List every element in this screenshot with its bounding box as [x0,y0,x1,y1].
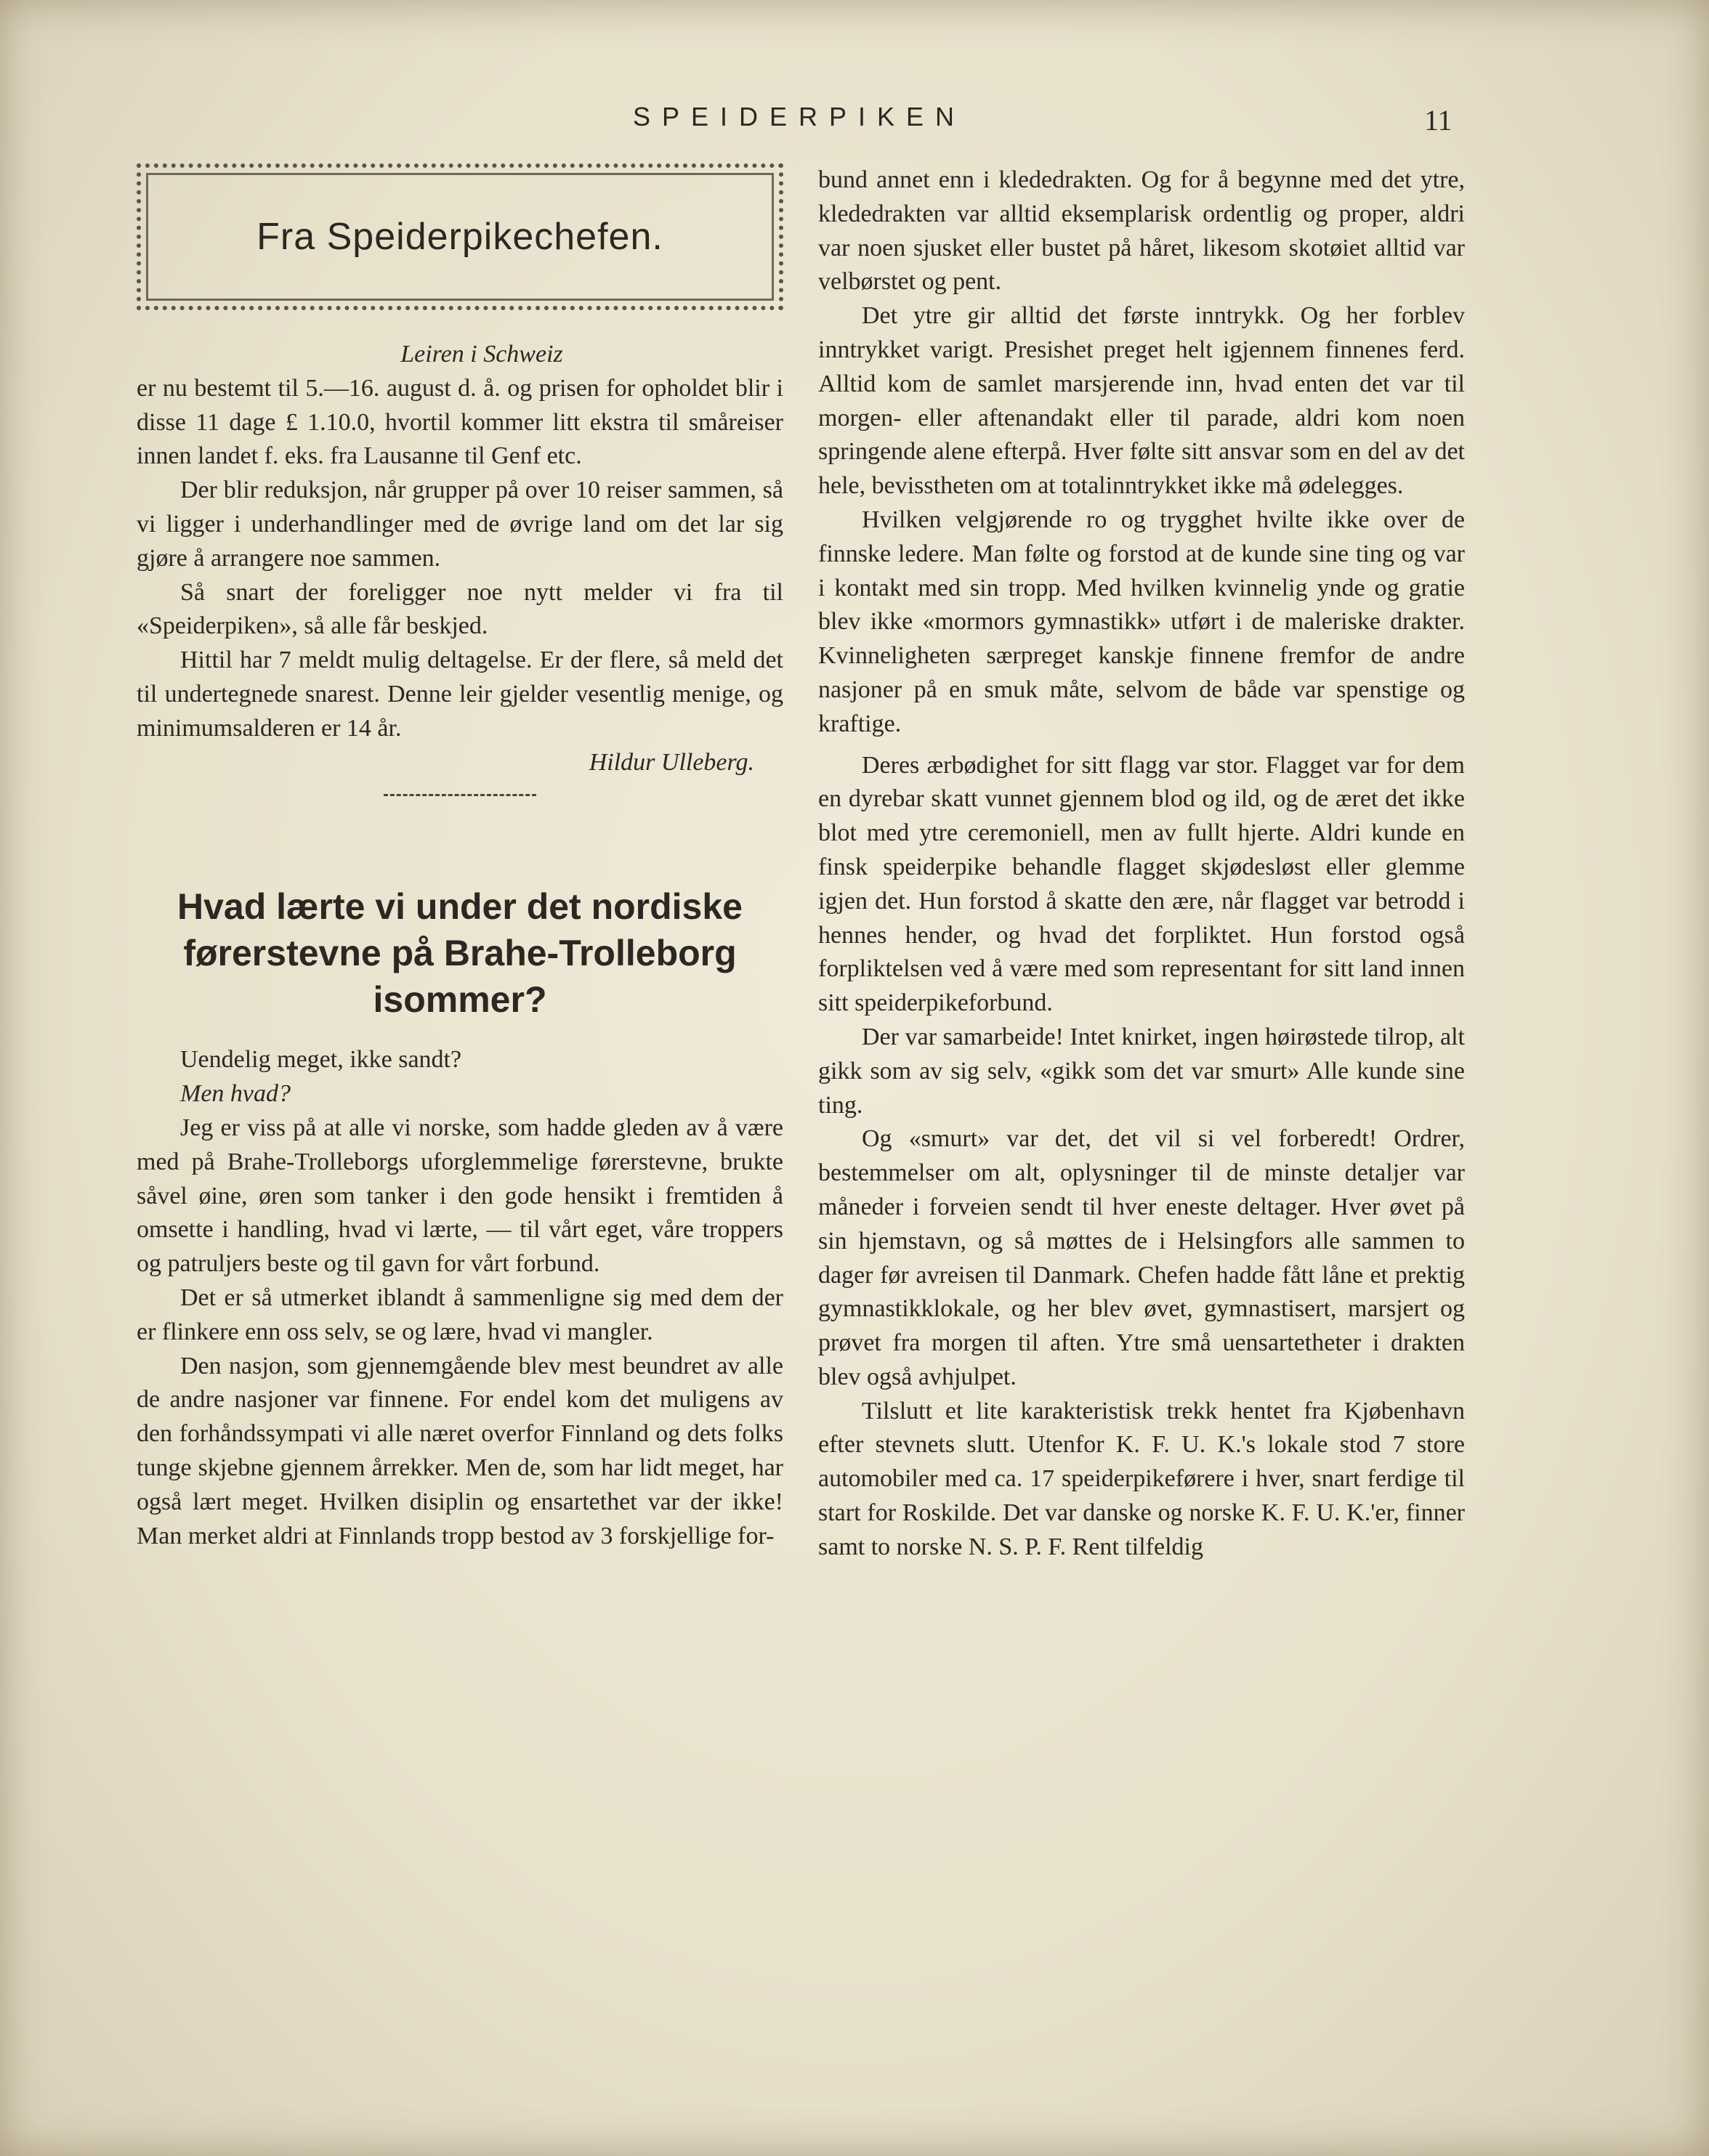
right-column [818,163,1465,1565]
article1-paragraph: Der blir reduksjon, når grupper på over 10 reiser sammen, så vi ligger i underhandlinger med de øvrige land om det lar sig gjøre å arrangere noe sammen. [137,477,783,572]
article2-intro-italic [137,1077,783,1111]
article2-title: Hvad lærte vi under det nordiske førerstevne på Brahe-Trolleborg isommer? [177,886,743,1021]
article1-paragraph: Hittil har 7 meldt mulig deltagelse. Er der flere, så meld det til undertegnede snarest. Denne leir gjelder vesentlig menige, og minimumsalderen er 14 år. [137,647,783,742]
article2-intro: Uendelig meget, ikke sandt? [180,1046,462,1074]
paragraph-gap [818,742,1465,749]
article2-paragraph: Den nasjon, som gjennemgående blev mest beundret av alle de andre nasjoner var finnene. For endel kom det muligens av den forhåndssympati vi alle næret overfor Finnland og dets folks tunge skjebne gjennem årrekker. Men de, som har lidt meget, har også lært meget. Hvilken disiplin og ensartethet var der ikke! Man merket aldri at Finnlands tropp bestod av 3 forskjellige for- [137,1352,783,1549]
article1-title: Fra Speiderpikechefen. [256,215,663,258]
article2-paragraph: Tilslutt et lite karakteristisk trekk hentet fra Kjøbenhavn efter stevnets slutt. Utenfor K. F. U. K.'s lokale stod 7 store automobiler med ca. 17 speiderpikeførere i hver, snart ferdige til start for Roskilde. Det var danske og norske K. F. U. K.'er, finner samt to norske N. S. P. F. Rent tilfeldig [818,1397,1465,1560]
running-head: SPEIDERPIKEN [632,102,966,131]
left-column [137,163,783,1553]
article2-paragraph: Det er så utmerket iblandt å sammenligne sig med dem der er flinkere enn oss selv, se og lære, hvad vi mangler. [137,1284,783,1345]
article2-paragraph: bund annet enn i klededrakten. Og for å begynne med det ytre, klededrakten var alltid eksemplarisk ordentlig og proper, aldri var noen sjusket eller bustet på håret, likesom skotøiet alltid var velbørstet og pent. [818,166,1465,296]
ornamental-title-frame [137,163,783,310]
article2-paragraph: Deres ærbødighet for sitt flagg var stor. Flagget var for dem en dyrebar skatt vunnet gjennem blod og ild, og de æret det ikke blot med ytre ceremoniell, men av fullt hjerte. Aldri kunde en finsk speiderpike behandle flagget skjødesløst eller glemme igjen det. Hun forstod å skatte den ære, når flagget var betrodd i hennes hender, og hvad det forpliktet. Hun forstod også forpliktelsen ved å være med som representant for sitt land innen sitt speiderpikeforbund. [818,751,1465,1017]
article2-paragraph: Der var samarbeide! Intet knirket, ingen høirøstede tilrop, alt gikk som av sig selv, «gikk som det var smurt» Alle kunde sine ting. [818,1023,1465,1119]
article1-signature: Hildur Ulleberg. [589,748,754,776]
article2-paragraph: Det ytre gir alltid det første inntrykk. Og her forblev inntrykket varigt. Presishet preget helt igjennem finnenes ferd. Alltid kom de samlet marsjerende inn, hvad enten det var til morgen- eller aftenandakt eller til parade, aldri kom noen springende alene efterpå. Hver følte sitt ansvar som en del av det hele, bevisstheten om at totalinntrykket ikke må ødelegges. [818,302,1465,500]
section-separator [384,794,536,796]
page-number: 11 [1424,104,1453,137]
article2-paragraph: Jeg er viss på at alle vi norske, som hadde gleden av å være med på Brahe-Trolleborgs uforglemmelige førerstevne, brukte såvel øine, øren som tanker i den gode hensikt i fremtiden å omsette i handling, hvad vi lærte, — til vårt eget, våre troppers og patruljers beste og til gavn for vårt forbund. [137,1114,783,1278]
article2-paragraph: Og «smurt» var det, det vil si vel forberedt! Ordrer, bestemmelser om alt, oplysninger til de minste detaljer var måneder i forveien sendt til hver eneste deltager. Hver øvet på sin hjemstavn, og så møttes de i Helsingfors alle sammen to dager før avreisen til Danmark. Chefen hadde fått låne et prektig gymnastikklokale, og her blev øvet, gymnastisert, marsjert og prøvet fra morgen til aften. Ytre små uensartetheter i drakten blev også avhjulpet. [818,1125,1465,1390]
article1-paragraph: er nu bestemt til 5.—16. august d. å. og prisen for opholdet blir i disse 11 dage £ 1.10.0, hvortil kommer litt ekstra til småreiser innen landet f. eks. fra Lausanne til Genf etc. [137,374,783,470]
article2-paragraph: Hvilken velgjørende ro og trygghet hvilte ikke over de finnske ledere. Man følte og forstod at de kunde sine ting og var i kontakt med sin tropp. Med hvilken kvinnelig ynde og gratie blev ikke «mormors gymnastikk» utført i de maleriske drakter. Kvinneligheten særpreget kanskje finnene fremfor de andre nasjoner på en smuk måte, selvom de både var spenstige og kraftige. [818,506,1465,737]
article2-intro-italic-text: Men hvad? [180,1080,291,1108]
article1-subtitle: Leiren i Schweiz [400,341,563,368]
article1-paragraph: Så snart der foreligger noe nytt melder vi fra til «Speiderpiken», så alle får beskjed. [137,578,783,640]
